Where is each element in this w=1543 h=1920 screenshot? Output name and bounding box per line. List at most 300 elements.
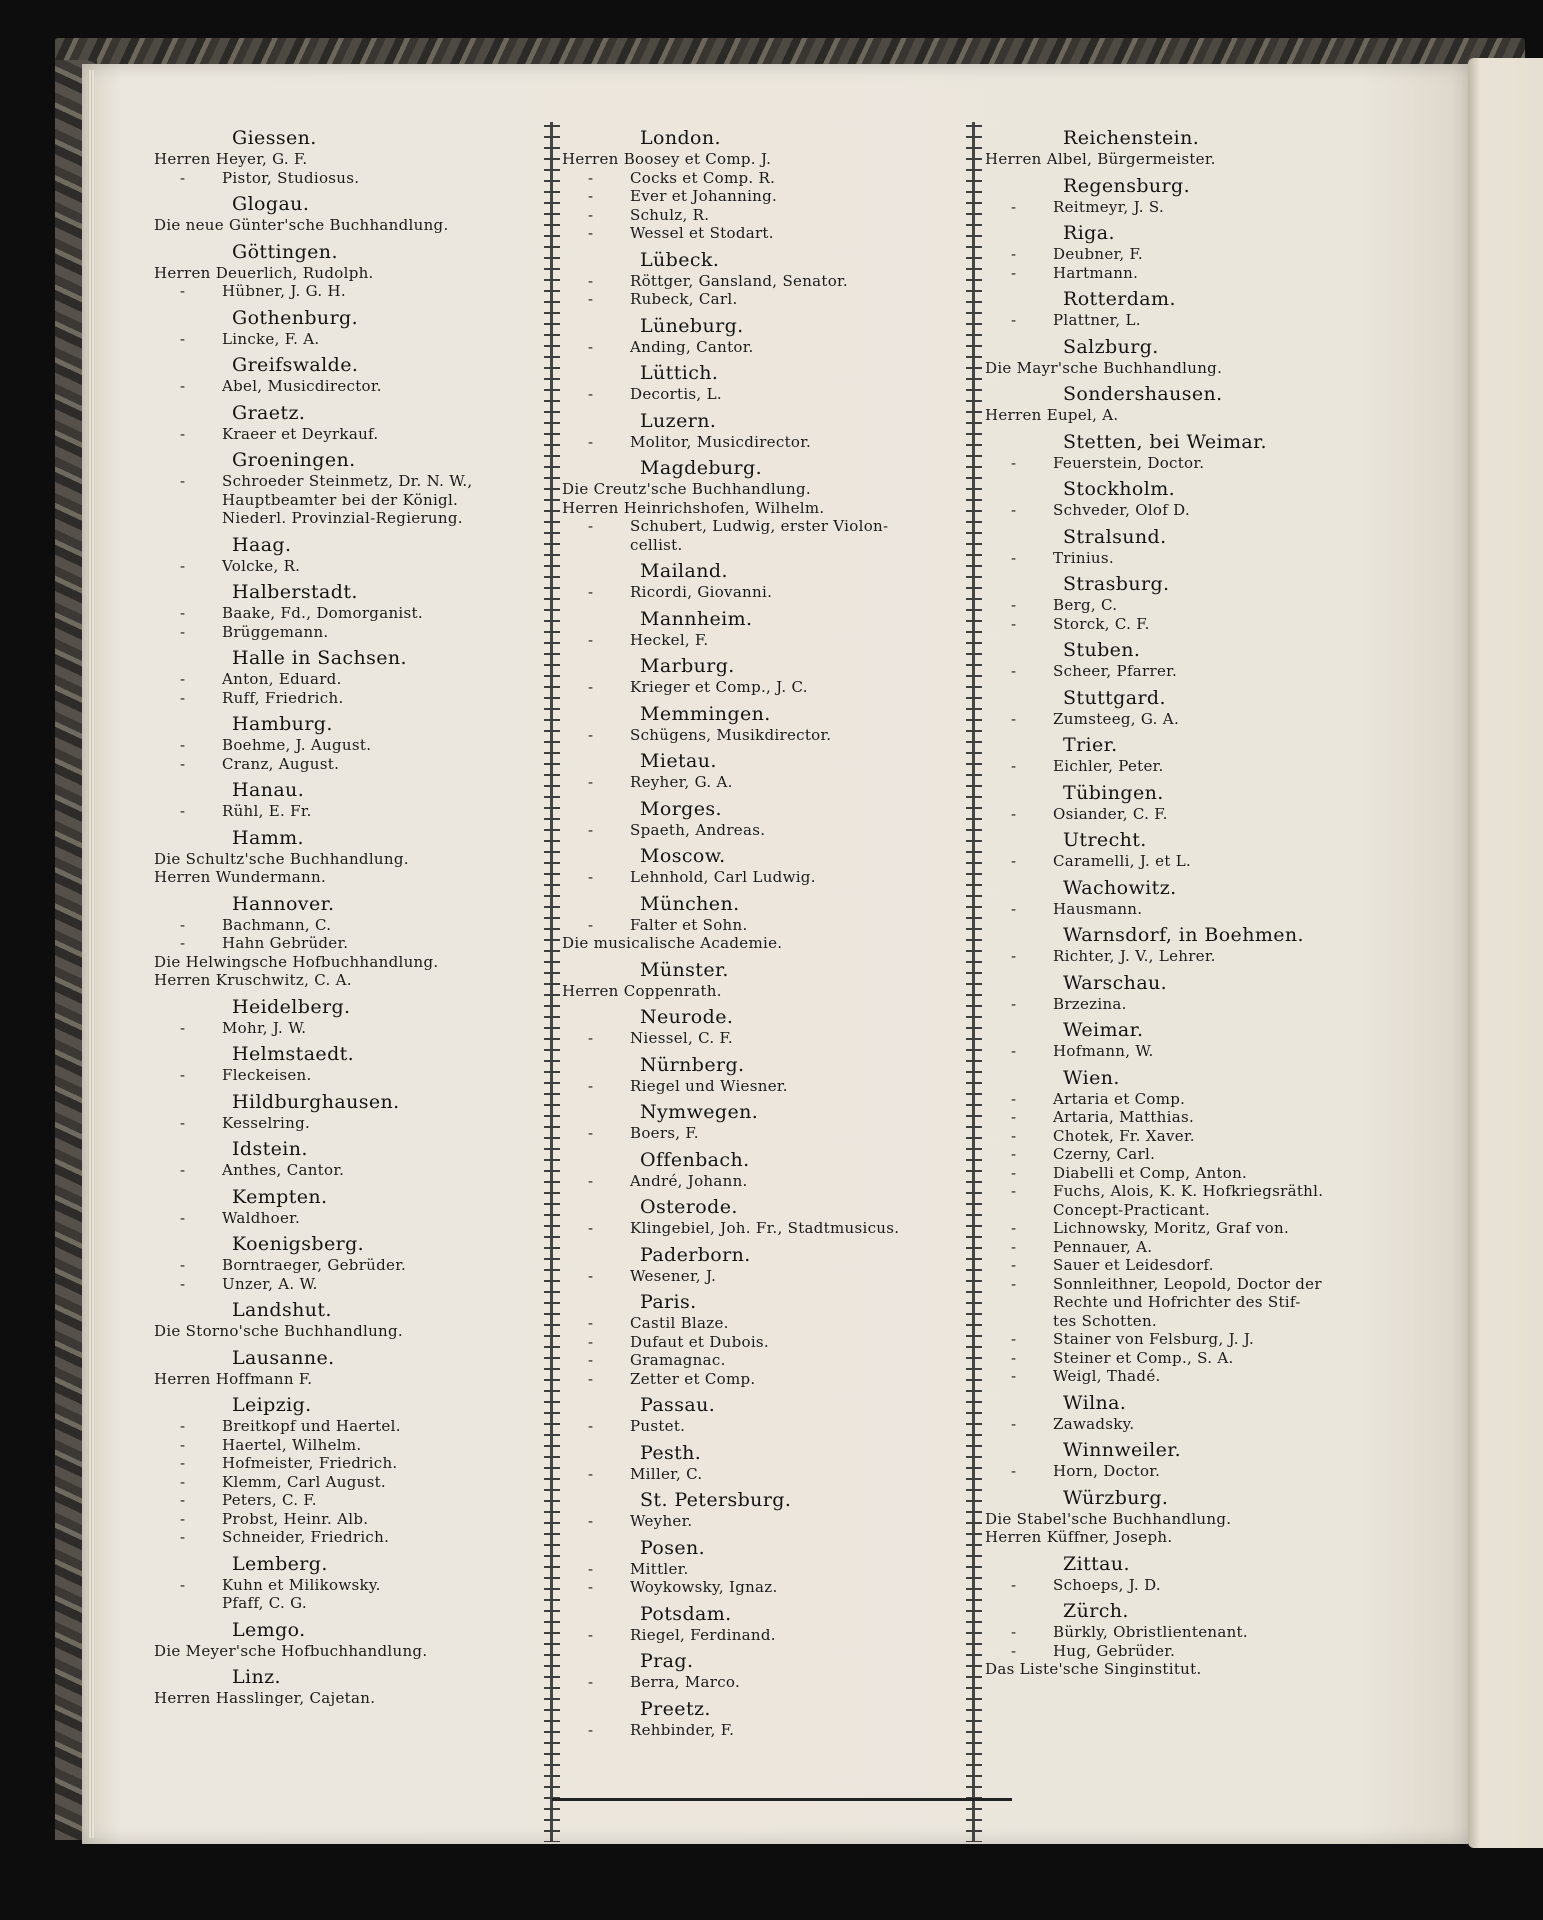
subscriber-name: Unzer, A. W. bbox=[222, 1274, 318, 1293]
city-entry bbox=[154, 1665, 564, 1708]
subscriber-line bbox=[154, 1114, 564, 1133]
subscriber-line bbox=[562, 1351, 972, 1370]
city-entry bbox=[154, 1618, 564, 1661]
city-heading: Wilna. bbox=[1063, 1391, 1127, 1414]
subscriber-line bbox=[154, 377, 564, 396]
ditto-dash: - bbox=[1011, 1145, 1017, 1163]
ditto-dash: - bbox=[1011, 1256, 1017, 1274]
city-entry bbox=[985, 382, 1395, 425]
subscriber-name: Röttger, Gansland, Senator. bbox=[630, 271, 848, 290]
subscriber-name: Abel, Musicdirector. bbox=[222, 377, 382, 395]
subscriber-line bbox=[562, 583, 972, 602]
ditto-dash: - bbox=[1011, 994, 1017, 1013]
city-entry bbox=[985, 221, 1395, 282]
city-entry bbox=[562, 456, 972, 554]
subscriber-line bbox=[562, 206, 972, 225]
subscriber-line bbox=[985, 805, 1395, 824]
ditto-dash: - bbox=[180, 802, 186, 820]
next-page-edge bbox=[1468, 58, 1543, 1848]
subscriber-line bbox=[562, 821, 972, 840]
subscriber-line bbox=[985, 264, 1395, 283]
subscriber-continuation: Niederl. Provinzial-Regierung. bbox=[222, 509, 463, 527]
city-heading: Mailand. bbox=[640, 560, 728, 582]
subscriber-line bbox=[985, 1042, 1395, 1061]
subscriber-line: Die Storno'sche Buchhandlung. bbox=[154, 1322, 403, 1340]
city-entry bbox=[154, 1185, 564, 1228]
subscriber-column-1 bbox=[154, 126, 564, 1708]
city-entry bbox=[562, 1536, 972, 1597]
subscriber-line bbox=[562, 678, 972, 697]
subscriber-continuation: Hauptbeamter bei der Königl. bbox=[222, 490, 459, 509]
city-heading: Utrecht. bbox=[1063, 829, 1147, 851]
ditto-dash: - bbox=[1011, 1641, 1017, 1660]
subscriber-name: Zumsteeg, G. A. bbox=[1053, 709, 1180, 728]
subscriber-line bbox=[562, 517, 972, 536]
subscriber-line bbox=[154, 1066, 564, 1085]
city-entry bbox=[985, 828, 1395, 871]
subscriber-line: Herren Eupel, A. bbox=[985, 406, 1119, 424]
subscriber-line bbox=[985, 615, 1395, 634]
subscriber-line bbox=[154, 1473, 564, 1492]
subscriber-line bbox=[154, 1436, 564, 1455]
city-entry bbox=[985, 287, 1395, 330]
ornamental-rule-left bbox=[544, 122, 560, 1842]
city-entry bbox=[154, 712, 564, 773]
ditto-dash: - bbox=[1011, 662, 1017, 680]
city-entry bbox=[562, 1488, 972, 1531]
ditto-dash: - bbox=[1011, 1163, 1017, 1182]
subscriber-line: Herren Hasslinger, Cajetan. bbox=[154, 1689, 376, 1707]
subscriber-line bbox=[562, 1314, 972, 1333]
subscriber-name: Falter et Sohn. bbox=[630, 915, 748, 934]
ditto-dash: - bbox=[588, 271, 594, 290]
city-heading: Zittau. bbox=[1063, 1552, 1130, 1575]
subscriber-name: Probst, Heinr. Alb. bbox=[222, 1509, 369, 1528]
city-heading: Morges. bbox=[640, 797, 722, 820]
subscriber-name: Lehnhold, Carl Ludwig. bbox=[630, 868, 816, 886]
ditto-dash: - bbox=[180, 1472, 186, 1491]
city-heading: Salzburg. bbox=[1063, 335, 1159, 358]
subscriber-name: Rühl, E. Fr. bbox=[222, 802, 312, 820]
subscriber-name: Kuhn et Milikowsky. bbox=[222, 1575, 381, 1594]
subscriber-name: Klemm, Carl August. bbox=[222, 1472, 386, 1491]
subscriber-line: Die Stabel'sche Buchhandlung. bbox=[985, 1509, 1232, 1528]
subscriber-name: Brüggemann. bbox=[222, 622, 329, 641]
ditto-dash: - bbox=[180, 329, 186, 348]
subscriber-line bbox=[562, 773, 972, 792]
closing-rule bbox=[552, 1798, 1012, 1801]
ditto-dash: - bbox=[180, 1066, 186, 1084]
city-heading: Hannover. bbox=[232, 892, 335, 915]
subscriber-line bbox=[154, 1491, 564, 1510]
city-entry bbox=[985, 876, 1395, 919]
subscriber-name: Haertel, Wilhelm. bbox=[222, 1435, 362, 1454]
city-heading: Posen. bbox=[640, 1536, 706, 1559]
subscriber-line bbox=[985, 1238, 1395, 1257]
subscriber-name: Ricordi, Giovanni. bbox=[630, 583, 773, 601]
subscriber-name: Scheer, Pfarrer. bbox=[1053, 662, 1178, 680]
city-entry bbox=[562, 1697, 972, 1740]
subscriber-line bbox=[985, 1164, 1395, 1183]
subscriber-line bbox=[985, 1090, 1395, 1109]
subscriber-continuation: cellist. bbox=[630, 535, 683, 554]
subscriber-line bbox=[154, 472, 564, 491]
city-heading: Göttingen. bbox=[232, 240, 338, 263]
subscriber-name: Czerny, Carl. bbox=[1053, 1145, 1156, 1163]
city-entry bbox=[154, 995, 564, 1038]
city-heading: Würzburg. bbox=[1063, 1486, 1169, 1509]
subscriber-name: Storck, C. F. bbox=[1053, 614, 1150, 633]
subscriber-line bbox=[985, 1182, 1395, 1201]
city-heading: Potsdam. bbox=[640, 1602, 732, 1625]
subscriber-name: André, Johann. bbox=[630, 1171, 748, 1190]
ditto-dash: - bbox=[1011, 311, 1017, 329]
subscriber-line: Die neue Günter'sche Buchhandlung. bbox=[154, 216, 449, 234]
subscriber-line bbox=[985, 1642, 1395, 1661]
subscriber-name: Ever et Johanning. bbox=[630, 187, 778, 205]
ditto-dash: - bbox=[588, 915, 594, 934]
subscriber-line: Herren Hoffmann F. bbox=[154, 1369, 313, 1388]
ditto-dash: - bbox=[588, 1314, 594, 1332]
city-heading: Landshut. bbox=[232, 1299, 332, 1321]
city-heading: Winnweiler. bbox=[1063, 1439, 1182, 1461]
city-entry bbox=[562, 1602, 972, 1645]
subscriber-line bbox=[562, 1029, 972, 1048]
city-entry bbox=[562, 654, 972, 697]
ditto-dash: - bbox=[588, 868, 594, 886]
ditto-dash: - bbox=[1011, 1348, 1017, 1367]
city-entry bbox=[562, 958, 972, 1001]
subscriber-name: Hübner, J. G. H. bbox=[222, 282, 346, 300]
city-heading: Hanau. bbox=[232, 779, 305, 801]
subscriber-line: Die Mayr'sche Buchhandlung. bbox=[985, 358, 1223, 377]
subscriber-line bbox=[562, 1172, 972, 1191]
ditto-dash: - bbox=[588, 1171, 594, 1190]
ditto-dash: - bbox=[180, 377, 186, 395]
subscriber-line bbox=[154, 1209, 564, 1228]
subscriber-line bbox=[985, 757, 1395, 776]
ditto-dash: - bbox=[1011, 263, 1017, 282]
ditto-dash: - bbox=[588, 1219, 594, 1237]
subscriber-line bbox=[985, 662, 1395, 681]
ditto-dash: - bbox=[1011, 1219, 1017, 1237]
subscriber-name: Weigl, Thadé. bbox=[1053, 1367, 1161, 1385]
subscriber-line: Herren Heyer, G. F. bbox=[154, 150, 308, 168]
subscriber-name: Brzezina. bbox=[1053, 994, 1127, 1013]
subscriber-name: Berra, Marco. bbox=[630, 1673, 741, 1691]
city-entry bbox=[562, 607, 972, 650]
subscriber-name: Kraeer et Deyrkauf. bbox=[222, 424, 379, 443]
city-entry bbox=[562, 844, 972, 887]
ditto-dash: - bbox=[180, 1435, 186, 1454]
city-entry bbox=[562, 126, 972, 243]
subscriber-line: Herren Wundermann. bbox=[154, 868, 327, 886]
ditto-dash: - bbox=[588, 1720, 594, 1739]
city-heading: Warschau. bbox=[1063, 971, 1168, 994]
subscriber-line bbox=[985, 1108, 1395, 1127]
city-heading: Stralsund. bbox=[1063, 525, 1167, 548]
subscriber-name: Berg, C. bbox=[1053, 596, 1118, 614]
subscriber-line bbox=[985, 995, 1395, 1014]
city-heading: Offenbach. bbox=[640, 1148, 750, 1171]
city-heading: Lüneburg. bbox=[640, 314, 744, 337]
city-entry bbox=[562, 702, 972, 745]
subscriber-line bbox=[985, 1462, 1395, 1481]
subscriber-name: Pustet. bbox=[630, 1417, 686, 1435]
subscriber-name: Schulz, R. bbox=[630, 205, 710, 224]
city-heading: Mannheim. bbox=[640, 607, 753, 630]
city-entry bbox=[985, 923, 1395, 966]
ditto-dash: - bbox=[1011, 197, 1017, 216]
subscriber-name: Hahn Gebrüder. bbox=[222, 934, 349, 952]
city-entry bbox=[154, 533, 564, 576]
subscriber-line bbox=[562, 726, 972, 745]
subscriber-line bbox=[562, 1417, 972, 1436]
ditto-dash: - bbox=[588, 630, 594, 649]
city-heading: Preetz. bbox=[640, 1697, 711, 1720]
city-entry bbox=[985, 1438, 1395, 1481]
subscriber-line bbox=[985, 1127, 1395, 1146]
subscriber-line: Herren Albel, Bürgermeister. bbox=[985, 150, 1216, 168]
subscriber-name: Waldhoer. bbox=[222, 1208, 301, 1227]
ditto-dash: - bbox=[1011, 804, 1017, 823]
subscriber-name: Spaeth, Andreas. bbox=[630, 820, 766, 839]
ditto-dash: - bbox=[588, 1559, 594, 1578]
ditto-dash: - bbox=[1011, 852, 1017, 870]
city-entry bbox=[985, 1599, 1395, 1679]
city-heading: Münster. bbox=[640, 958, 729, 981]
subscriber-continuation: Pfaff, C. G. bbox=[222, 1594, 307, 1612]
subscriber-line bbox=[562, 1512, 972, 1531]
city-heading: Memmingen. bbox=[640, 702, 771, 725]
subscriber-name: Caramelli, J. et L. bbox=[1053, 852, 1192, 870]
city-entry bbox=[985, 971, 1395, 1014]
ditto-dash: - bbox=[1011, 596, 1017, 614]
subscriber-name: Zawadsky. bbox=[1053, 1414, 1135, 1433]
city-entry bbox=[562, 409, 972, 452]
ditto-dash: - bbox=[180, 934, 186, 952]
subscriber-line bbox=[154, 169, 564, 188]
subscriber-line bbox=[985, 501, 1395, 520]
subscriber-line bbox=[985, 1256, 1395, 1275]
subscriber-name: Feuerstein, Doctor. bbox=[1053, 453, 1205, 472]
city-heading: Pesth. bbox=[640, 1441, 702, 1464]
ditto-dash: - bbox=[588, 1625, 594, 1644]
subscriber-line: Herren Coppenrath. bbox=[562, 981, 722, 1000]
subscriber-line bbox=[154, 557, 564, 576]
ditto-dash: - bbox=[588, 1464, 594, 1483]
ditto-dash: - bbox=[180, 622, 186, 641]
city-heading: Leipzig. bbox=[232, 1394, 312, 1416]
ditto-dash: - bbox=[1011, 1108, 1017, 1126]
ditto-dash: - bbox=[180, 1274, 186, 1293]
subscriber-line bbox=[562, 1124, 972, 1143]
ditto-dash: - bbox=[1011, 1414, 1017, 1433]
ditto-dash: - bbox=[1011, 548, 1017, 567]
ditto-dash: - bbox=[1011, 1575, 1017, 1594]
subscriber-line: Herren Küffner, Joseph. bbox=[985, 1528, 1173, 1546]
ditto-dash: - bbox=[1011, 1182, 1017, 1200]
subscriber-name: Schroeder Steinmetz, Dr. N. W., bbox=[222, 472, 473, 490]
ditto-dash: - bbox=[180, 736, 186, 754]
subscriber-name: Miller, C. bbox=[630, 1464, 703, 1483]
ditto-dash: - bbox=[1011, 947, 1017, 965]
city-entry bbox=[985, 638, 1395, 681]
subscriber-continuation: Rechte und Hofrichter des Stif- bbox=[1053, 1293, 1301, 1311]
subscriber-name: Diabelli et Comp, Anton. bbox=[1053, 1163, 1248, 1182]
ditto-dash: - bbox=[588, 205, 594, 224]
city-heading: Stetten, bei Weimar. bbox=[1063, 430, 1267, 453]
city-entry bbox=[154, 1042, 564, 1085]
city-heading: Moscow. bbox=[640, 845, 726, 867]
subscriber-name: Mittler. bbox=[630, 1559, 689, 1578]
subscriber-name: Schubert, Ludwig, erster Violon- bbox=[630, 517, 889, 535]
subscriber-line bbox=[562, 1465, 972, 1484]
subscriber-line bbox=[985, 311, 1395, 330]
city-entry bbox=[985, 525, 1395, 568]
subscriber-name: Baake, Fd., Domorganist. bbox=[222, 604, 423, 622]
subscriber-line bbox=[154, 736, 564, 755]
city-entry bbox=[154, 448, 564, 528]
city-heading: Luzern. bbox=[640, 409, 717, 432]
subscriber-name: Boers, F. bbox=[630, 1124, 699, 1142]
ditto-dash: - bbox=[588, 168, 594, 187]
ditto-dash: - bbox=[180, 1575, 186, 1594]
subscriber-name: Krieger et Comp., J. C. bbox=[630, 678, 808, 696]
ditto-dash: - bbox=[180, 556, 186, 575]
city-entry bbox=[562, 1649, 972, 1692]
subscriber-name: Hausmann. bbox=[1053, 899, 1143, 918]
subscriber-line bbox=[985, 454, 1395, 473]
city-heading: Lausanne. bbox=[232, 1346, 335, 1369]
ditto-dash: - bbox=[588, 187, 594, 205]
city-entry bbox=[154, 353, 564, 396]
subscriber-line bbox=[562, 1219, 972, 1238]
subscriber-name: Schneider, Friedrich. bbox=[222, 1528, 390, 1546]
ditto-dash: - bbox=[1011, 1462, 1017, 1480]
subscriber-line bbox=[154, 1454, 564, 1473]
subscriber-name: Deubner, F. bbox=[1053, 245, 1143, 263]
ditto-dash: - bbox=[180, 1208, 186, 1227]
subscriber-name: Decortis, L. bbox=[630, 385, 722, 403]
ditto-dash: - bbox=[180, 1417, 186, 1435]
subscriber-line: Die musicalische Academie. bbox=[562, 934, 783, 952]
city-heading: Passau. bbox=[640, 1394, 716, 1416]
subscriber-line bbox=[562, 1077, 972, 1096]
city-entry bbox=[154, 892, 564, 990]
subscriber-line bbox=[154, 1275, 564, 1294]
city-entry bbox=[154, 1346, 564, 1389]
subscriber-line bbox=[154, 604, 564, 623]
subscriber-name: Reyher, G. A. bbox=[630, 773, 733, 791]
subscriber-name: Plattner, L. bbox=[1053, 311, 1141, 329]
ditto-dash: - bbox=[180, 1491, 186, 1509]
city-heading: Paris. bbox=[640, 1291, 697, 1313]
ditto-dash: - bbox=[1011, 757, 1017, 775]
city-heading: Lübeck. bbox=[640, 248, 720, 271]
city-heading: München. bbox=[640, 892, 740, 915]
city-heading: Kempten. bbox=[232, 1185, 328, 1208]
subscriber-name: Hug, Gebrüder. bbox=[1053, 1641, 1176, 1660]
subscriber-column-3 bbox=[985, 126, 1395, 1679]
subscriber-name: Wessel et Stodart. bbox=[630, 224, 774, 242]
ditto-dash: - bbox=[180, 168, 186, 187]
subscriber-line bbox=[154, 330, 564, 349]
city-heading: Halle in Sachsen. bbox=[232, 647, 407, 669]
city-entry bbox=[562, 361, 972, 404]
ditto-dash: - bbox=[180, 1161, 186, 1179]
city-heading: Nymwegen. bbox=[640, 1101, 759, 1123]
subscriber-line bbox=[562, 1560, 972, 1579]
ditto-dash: - bbox=[180, 1256, 186, 1274]
city-heading: Weimar. bbox=[1063, 1019, 1144, 1041]
subscriber-line: Herren Kruschwitz, C. A. bbox=[154, 971, 352, 989]
subscriber-line bbox=[985, 947, 1395, 966]
city-entry bbox=[562, 1290, 972, 1388]
city-entry bbox=[985, 477, 1395, 520]
city-heading: Stuben. bbox=[1063, 639, 1141, 661]
city-heading: Trier. bbox=[1063, 734, 1118, 756]
subscriber-line bbox=[154, 1019, 564, 1038]
city-heading: Glogau. bbox=[232, 193, 310, 215]
city-heading: Graetz. bbox=[232, 401, 306, 424]
ditto-dash: - bbox=[1011, 1623, 1017, 1641]
city-entry bbox=[985, 1066, 1395, 1386]
city-heading: Haag. bbox=[232, 533, 292, 556]
subscriber-line bbox=[562, 433, 972, 452]
subscriber-name: Riegel und Wiesner. bbox=[630, 1076, 788, 1095]
subscriber-name: Niessel, C. F. bbox=[630, 1029, 733, 1047]
subscriber-line bbox=[154, 916, 564, 935]
city-heading: Idstein. bbox=[232, 1138, 308, 1160]
city-entry bbox=[562, 248, 972, 309]
city-entry bbox=[154, 192, 564, 235]
subscriber-continuation: tes Schotten. bbox=[1053, 1311, 1157, 1330]
city-heading: Nürnberg. bbox=[640, 1053, 745, 1076]
subscriber-line: Herren Heinrichshofen, Wilhelm. bbox=[562, 498, 825, 517]
city-entry bbox=[154, 580, 564, 641]
subscriber-name: Woykowsky, Ignaz. bbox=[630, 1578, 778, 1596]
subscriber-name: Lincke, F. A. bbox=[222, 329, 320, 348]
subscriber-column-2 bbox=[562, 126, 972, 1739]
subscriber-line bbox=[562, 1721, 972, 1740]
subscriber-line bbox=[985, 596, 1395, 615]
subscriber-name: Cocks et Comp. R. bbox=[630, 168, 776, 187]
subscriber-line bbox=[562, 385, 972, 404]
city-entry bbox=[154, 1090, 564, 1133]
city-entry bbox=[985, 686, 1395, 729]
city-heading: Rotterdam. bbox=[1063, 288, 1176, 310]
city-heading: Lüttich. bbox=[640, 362, 719, 384]
city-entry bbox=[562, 314, 972, 357]
subscriber-line bbox=[562, 1578, 972, 1597]
subscriber-name: Gramagnac. bbox=[630, 1351, 726, 1369]
city-heading: Tübingen. bbox=[1063, 781, 1164, 804]
city-entry bbox=[562, 1148, 972, 1191]
city-entry bbox=[154, 778, 564, 821]
ditto-dash: - bbox=[588, 224, 594, 242]
subscriber-name: Heckel, F. bbox=[630, 630, 709, 649]
city-entry bbox=[562, 1053, 972, 1096]
city-heading: Osterode. bbox=[640, 1196, 738, 1218]
subscriber-line bbox=[154, 934, 564, 953]
subscriber-name: Weyher. bbox=[630, 1512, 693, 1530]
city-heading: Riga. bbox=[1063, 222, 1115, 244]
subscriber-name: Anton, Eduard. bbox=[222, 670, 342, 688]
ditto-dash: - bbox=[180, 688, 186, 707]
subscriber-name: Ruff, Friedrich. bbox=[222, 688, 344, 707]
subscriber-name: Castil Blaze. bbox=[630, 1314, 729, 1332]
